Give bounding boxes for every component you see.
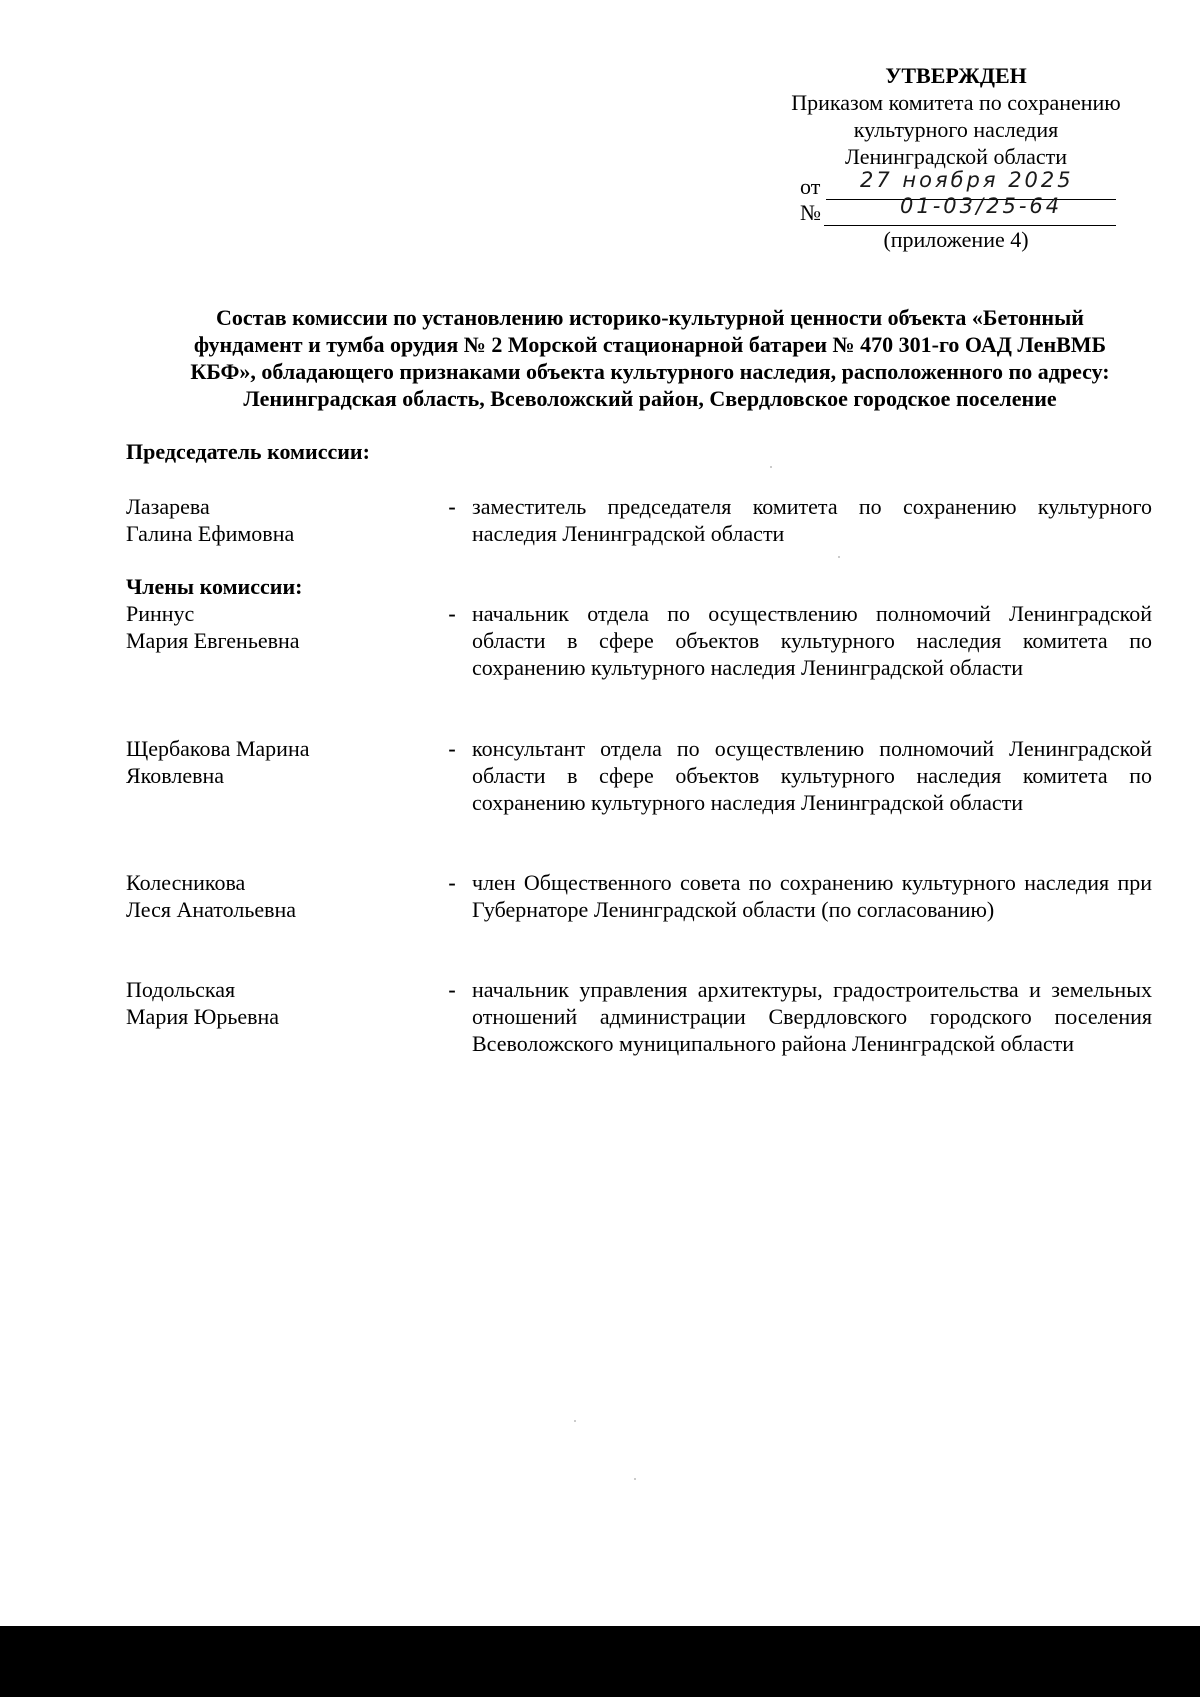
document-title	[110, 304, 1190, 412]
scan-bottom-edge	[0, 1626, 1200, 1697]
approval-line-1: Приказом комитета по сохранению	[791, 90, 1121, 115]
dash-separator: -	[448, 977, 456, 1002]
member-name	[126, 869, 416, 923]
approval-heading: УТВЕРЖДЕН	[885, 63, 1027, 88]
title-line-1: Состав комиссии по установлению историко-культурной ценности объекта «Бетонный	[216, 305, 1084, 330]
member-role: заместитель председателя комитета по сохранению культурного наследия Ленинградской области	[472, 494, 1152, 546]
dash-separator: -	[448, 736, 456, 761]
scan-speck	[634, 1478, 636, 1480]
scan-speck	[574, 1420, 576, 1422]
member-name	[126, 493, 416, 547]
commission-member	[126, 869, 1152, 950]
commission-member	[126, 493, 1152, 547]
member-surname: Колесникова	[126, 870, 246, 895]
member-surname: Риннус	[126, 601, 195, 626]
approval-number-line	[800, 194, 1116, 227]
member-given-names: Леся Анатольевна	[126, 897, 297, 922]
number-label: №	[800, 200, 821, 225]
approval-block	[766, 62, 1146, 170]
commission-member	[126, 735, 1152, 843]
handwritten-date: 27 ноября 2025	[860, 168, 1074, 192]
approval-line-2: культурного наследия	[853, 117, 1059, 142]
dash-separator: -	[448, 601, 456, 626]
member-name	[126, 976, 416, 1030]
member-given-names: Мария Юрьевна	[126, 1004, 280, 1029]
title-line-3: КБФ», обладающего признаками объекта культурного наследия, расположенного по адресу:	[190, 359, 1110, 384]
commission-member	[126, 976, 1152, 1084]
chairman-heading: Председатель комиссии:	[126, 439, 370, 464]
dash-separator: -	[448, 870, 456, 895]
member-name	[126, 600, 416, 654]
member-surname: Подольская	[126, 977, 236, 1002]
member-role: консультант отдела по осуществлению полномочий Ленинградской области в сфере объектов культурного наследия комитета по сохранению культурного наследия Ленинградской области	[472, 736, 1152, 815]
scan-speck	[770, 466, 772, 468]
member-role: член Общественного совета по сохранению культурного наследия при Губернаторе Ленинградской области (по согласованию)	[472, 870, 1152, 922]
member-surname: Лазарева	[126, 494, 210, 519]
date-label: от	[800, 174, 821, 199]
scan-speck	[838, 556, 840, 558]
title-line-4: Ленинградская область, Всеволожский район, Свердловское городское поселение	[243, 386, 1057, 411]
member-name	[126, 735, 416, 789]
commission-member	[126, 600, 1152, 708]
members-heading: Члены комиссии:	[126, 574, 303, 599]
handwritten-number: 01-03/25-64	[900, 194, 1063, 218]
member-given-names: Галина Ефимовна	[126, 521, 295, 546]
dash-separator: -	[448, 494, 456, 519]
member-role: начальник управления архитектуры, градостроительства и земельных отношений администрации Свердловского городского поселения Всеволожского муниципального района Ленинградской области	[472, 977, 1152, 1056]
member-given-names: Яковлевна	[126, 763, 225, 788]
member-role: начальник отдела по осуществлению полномочий Ленинградской области в сфере объектов культурного наследия комитета по сохранению культурного наследия Ленинградской области	[472, 601, 1152, 680]
title-line-2: фундамент и тумба орудия № 2 Морской стационарной батареи № 470 301-го ОАД ЛенВМБ	[193, 332, 1107, 357]
member-given-names: Мария Евгеньевна	[126, 628, 300, 653]
member-surname: Щербакова Марина	[126, 736, 310, 761]
approval-line-3: Ленинградской области	[845, 144, 1067, 169]
annex-note: (приложение 4)	[883, 227, 1029, 252]
